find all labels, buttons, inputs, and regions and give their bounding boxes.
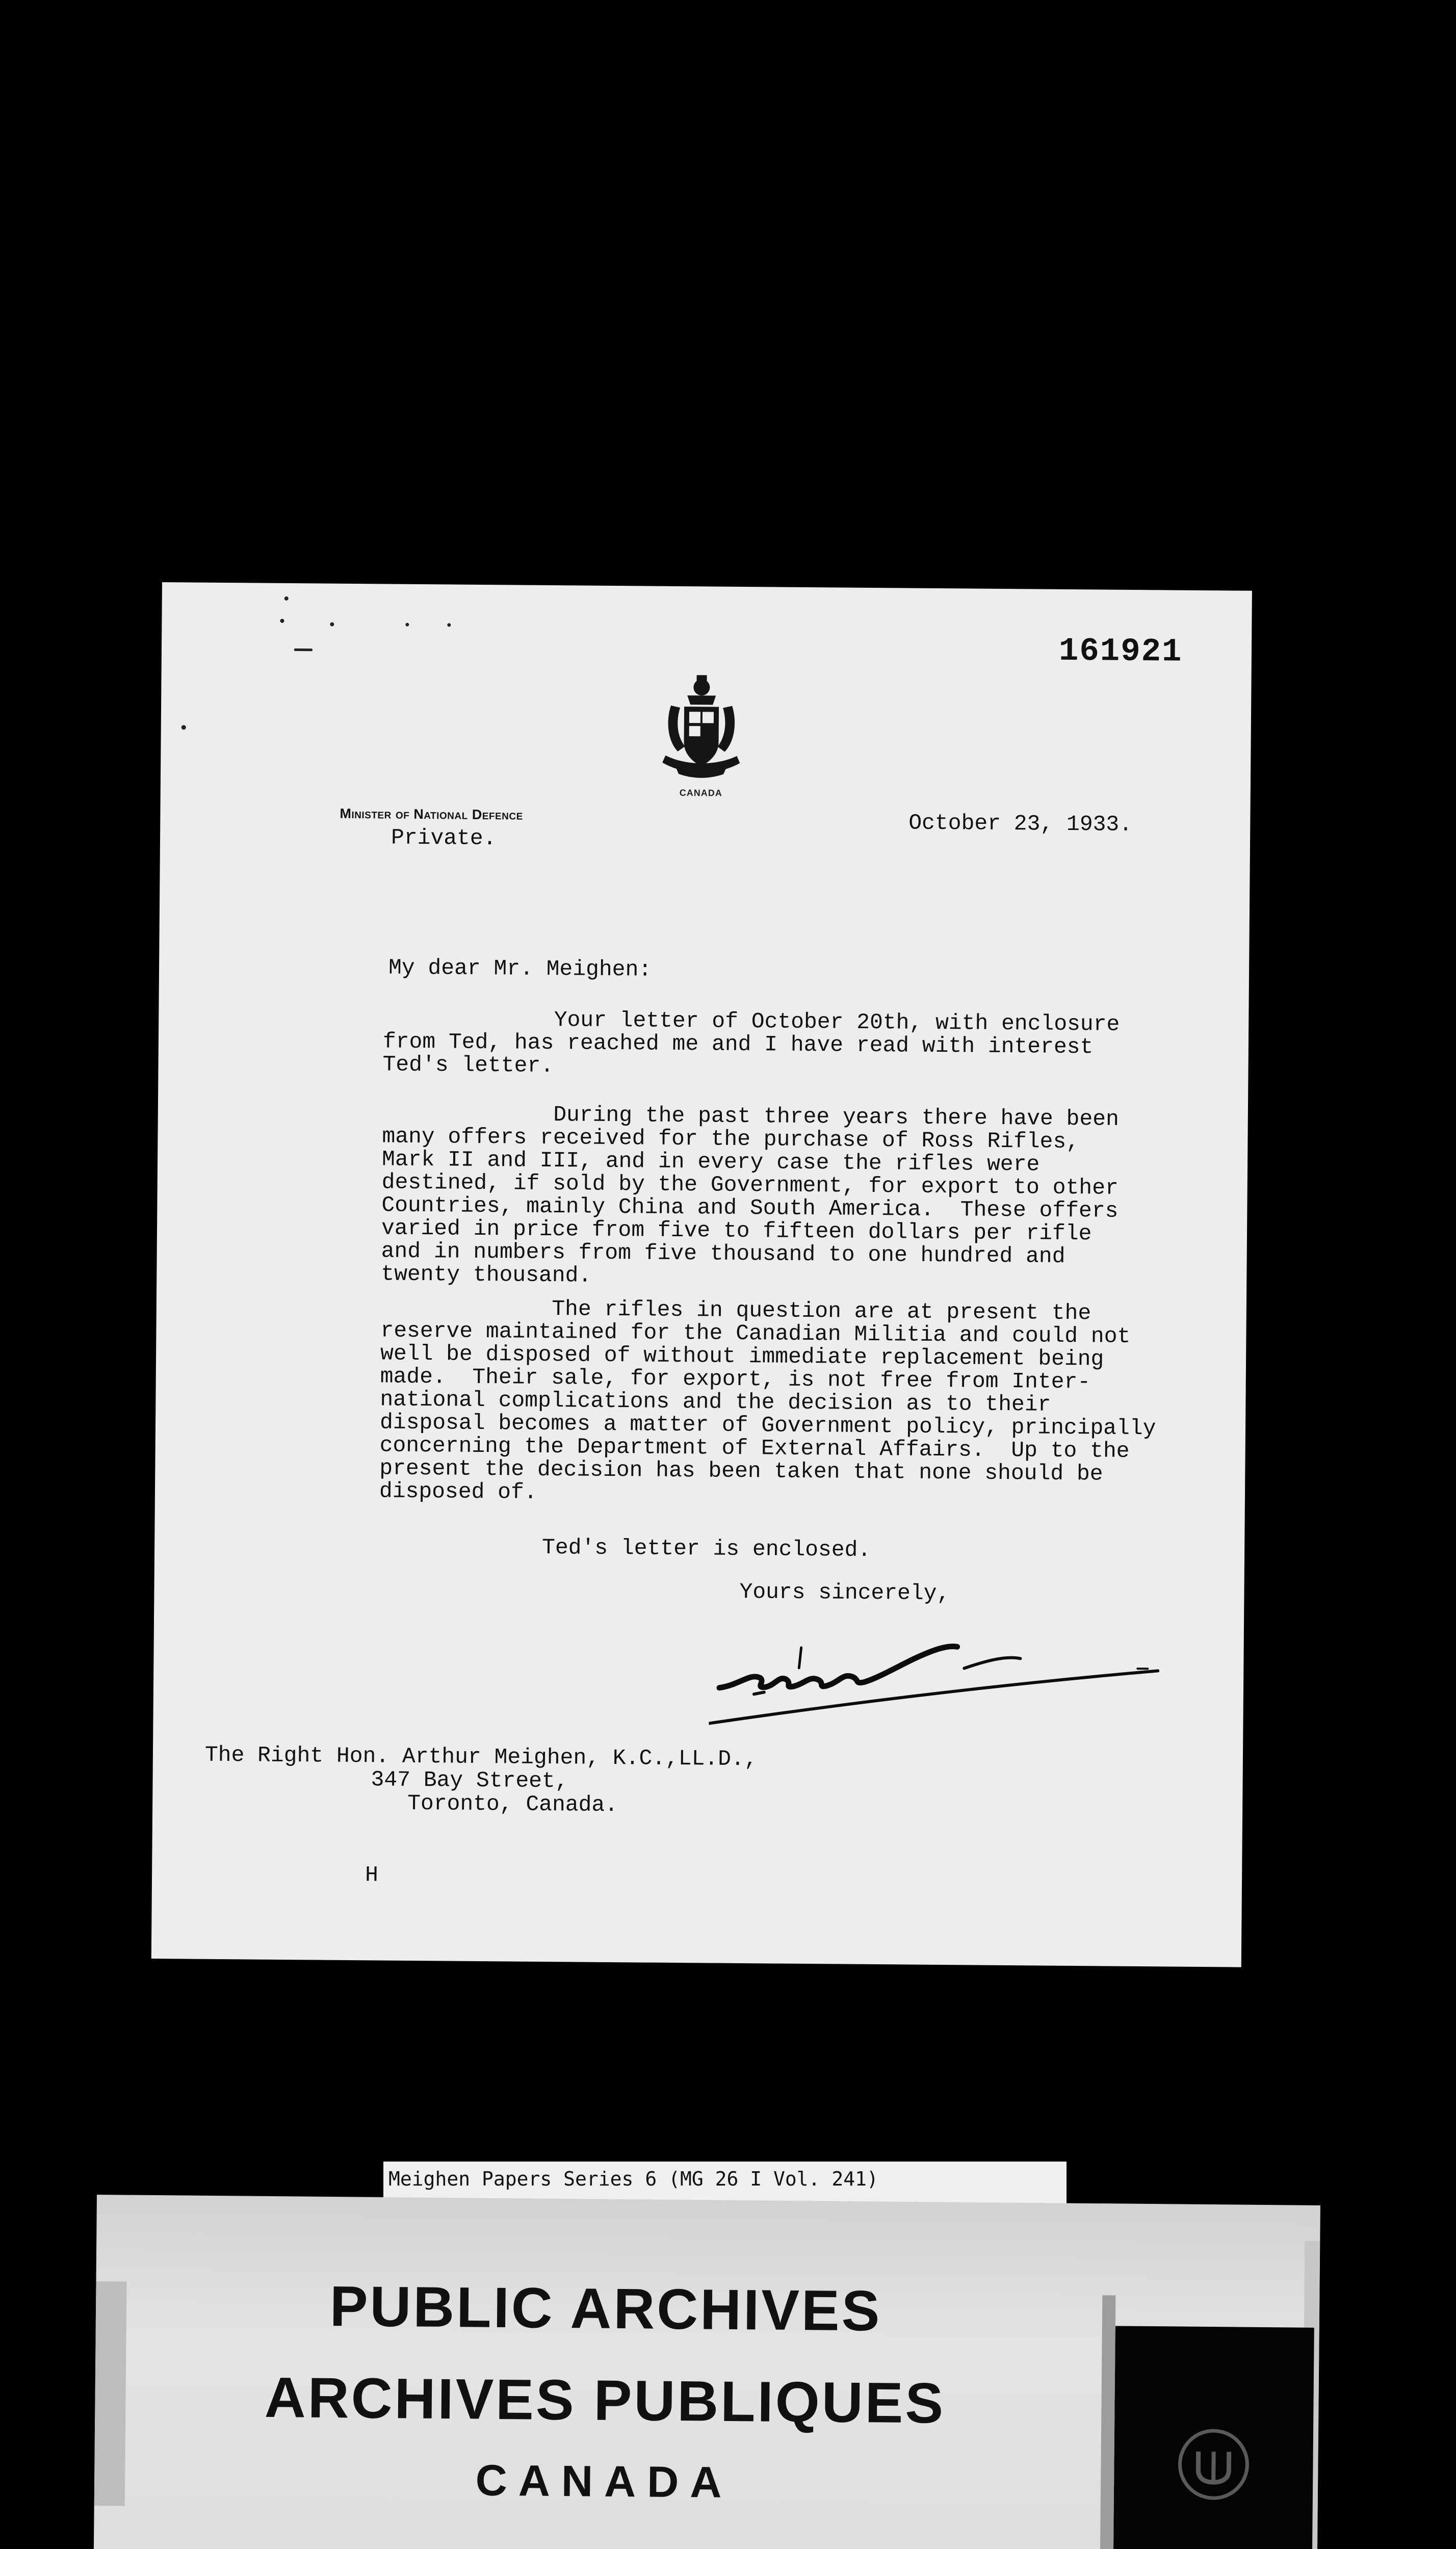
archives-title-english: PUBLIC ARCHIVES — [329, 2274, 882, 2343]
series-label — [383, 2162, 1067, 2203]
letter-page — [151, 582, 1252, 1967]
crest-caption: CANADA — [679, 787, 722, 798]
recipient-street: 347 Bay Street, — [371, 1767, 568, 1794]
speck — [181, 725, 186, 730]
dark-panel — [1113, 2326, 1314, 2549]
handwritten-signature — [709, 1606, 1168, 1732]
panel-edge — [1099, 2295, 1115, 2549]
speck — [447, 623, 451, 627]
archives-card — [93, 2195, 1320, 2549]
archives-title-french: ARCHIVES PUBLIQUES — [264, 2365, 946, 2435]
speck — [405, 623, 409, 627]
coat-of-arms-icon — [655, 670, 748, 788]
series-label-text: Meighen Papers Series 6 (MG 26 I Vol. 241) — [388, 2168, 878, 2190]
speck — [330, 622, 334, 627]
typist-initial: H — [365, 1862, 379, 1888]
archives-country: CANADA — [475, 2456, 733, 2507]
recipient-city: Toronto, Canada. — [407, 1790, 618, 1818]
paragraph-1: Your letter of October 20th, with enclosure from Ted, has reached me and I have read with interest Ted's letter. — [382, 1006, 1120, 1079]
enclosure-note: Ted's letter is enclosed. — [541, 1534, 871, 1563]
paragraph-2: During the past three years there have been many offers received for the purchase of Ross Rifles, Mark II and III, and in every case the rifles were destined, if sold by the Government, for export to other Countries, mainly China and South America. These offers varied in price from five to fifteen dollars per rifle and in numbers from five thousand to one hundred and twenty thousand. — [381, 1101, 1120, 1288]
speck — [280, 619, 284, 623]
private-marking: Private. — [391, 825, 497, 851]
letter-date: October 23, 1933. — [908, 810, 1133, 837]
salutation: My dear Mr. Meighen: — [388, 955, 652, 982]
sender-title: Minister of National Defence — [340, 805, 523, 823]
closing: Yours sincerely, — [739, 1579, 950, 1606]
recipient-name: The Right Hon. Arthur Meighen, K.C.,LL.D., — [204, 1742, 758, 1772]
paragraph-3: The rifles in question are at present the reserve maintained for the Canadian Militia and could not well be disposed of without immediate replacement being made. Their sale, for export, is not free from Inter- national complications and the decision as to their disposal becomes a matter of Government policy, principally concerning the Department of External Affairs. Up to the present the decision has been taken that none should be disposed of. — [379, 1295, 1156, 1505]
speck — [284, 596, 289, 601]
speck — [294, 648, 313, 651]
archives-emblem-icon — [1173, 2423, 1255, 2505]
document-number: 161921 — [1058, 633, 1183, 671]
